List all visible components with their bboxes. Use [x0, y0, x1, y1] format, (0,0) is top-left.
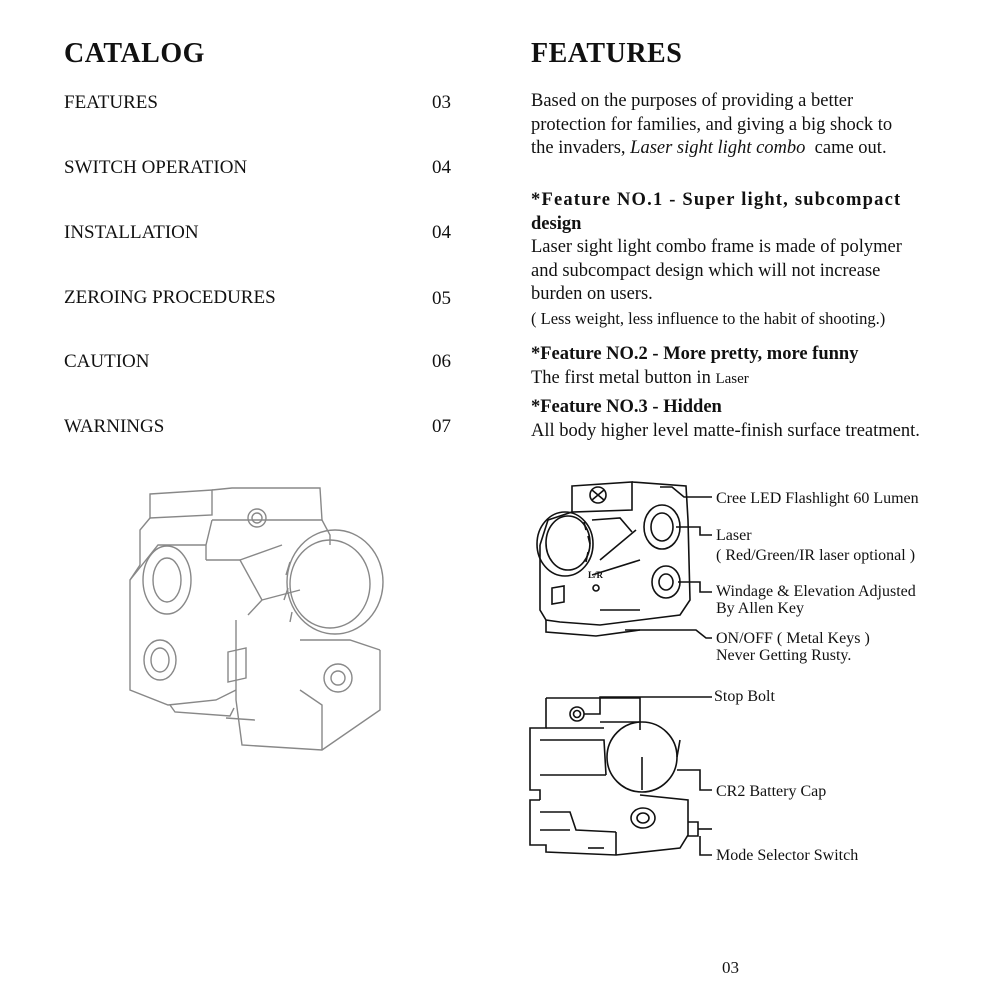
toc-item-page[interactable]: 07 — [432, 416, 451, 437]
callout-mode-switch: Mode Selector Switch — [716, 847, 859, 864]
callout-laser-note: ( Red/Green/IR laser optional ) — [716, 547, 916, 564]
feature-2-text-main: The first metal button in — [531, 367, 711, 388]
product-name: Laser sight light combo — [630, 138, 806, 158]
catalog-title: CATALOG — [64, 38, 205, 69]
toc-item-label[interactable]: FEATURES — [64, 92, 158, 113]
feature-1-heading: *Feature NO.1 - Super light, subcompact — [531, 190, 902, 210]
feature-2-text-small: Laser — [715, 370, 749, 387]
callout-laser: Laser — [716, 527, 752, 544]
toc-item-label[interactable]: INSTALLATION — [64, 222, 199, 243]
feature-3-heading: *Feature NO.3 - Hidden — [531, 397, 722, 417]
switch-mark: L/R — [588, 570, 604, 580]
intro-line: Based on the purposes of providing a better — [531, 91, 854, 111]
toc-item-label[interactable]: WARNINGS — [64, 416, 165, 437]
toc-item-page[interactable]: 04 — [432, 222, 451, 243]
page-number: 03 — [722, 958, 739, 977]
callout-onoff-cont: Never Getting Rusty. — [716, 647, 852, 664]
intro-suffix: came out. — [814, 138, 887, 158]
toc-item-label[interactable]: ZEROING PROCEDURES — [64, 287, 276, 308]
callout-onoff: ON/OFF ( Metal Keys ) — [716, 630, 870, 647]
toc-item-page[interactable]: 03 — [432, 92, 451, 113]
toc-item-page[interactable]: 04 — [432, 157, 451, 178]
callout-windage-cont: By Allen Key — [716, 600, 804, 617]
feature-3-text: All body higher level matte-finish surface treatment. — [531, 420, 920, 441]
feature-1-note: ( Less weight, less influence to the habit of shooting.) — [531, 308, 886, 328]
toc-item-label[interactable]: CAUTION — [64, 351, 150, 372]
feature-1-line: burden on users. — [531, 284, 653, 304]
feature-1-line: and subcompact design which will not increase — [531, 260, 881, 281]
callout-flashlight: Cree LED Flashlight 60 Lumen — [716, 490, 919, 507]
intro-line: protection for families, and giving a big shock to — [531, 114, 893, 135]
features-title: FEATURES — [531, 38, 683, 69]
toc-item-page[interactable]: 06 — [432, 351, 451, 372]
callout-battery-cap: CR2 Battery Cap — [716, 783, 827, 800]
toc-item-page[interactable]: 05 — [432, 288, 451, 309]
feature-1-heading-cont: design — [531, 213, 582, 234]
toc-item-label[interactable]: SWITCH OPERATION — [64, 157, 248, 178]
callout-stop-bolt: Stop Bolt — [714, 688, 775, 705]
feature-2-heading: *Feature NO.2 - More pretty, more funny — [531, 344, 859, 364]
intro-prefix: the invaders, — [531, 138, 626, 158]
feature-1-line: Laser sight light combo frame is made of polymer — [531, 237, 902, 257]
callout-windage: Windage & Elevation Adjusted — [716, 583, 916, 600]
